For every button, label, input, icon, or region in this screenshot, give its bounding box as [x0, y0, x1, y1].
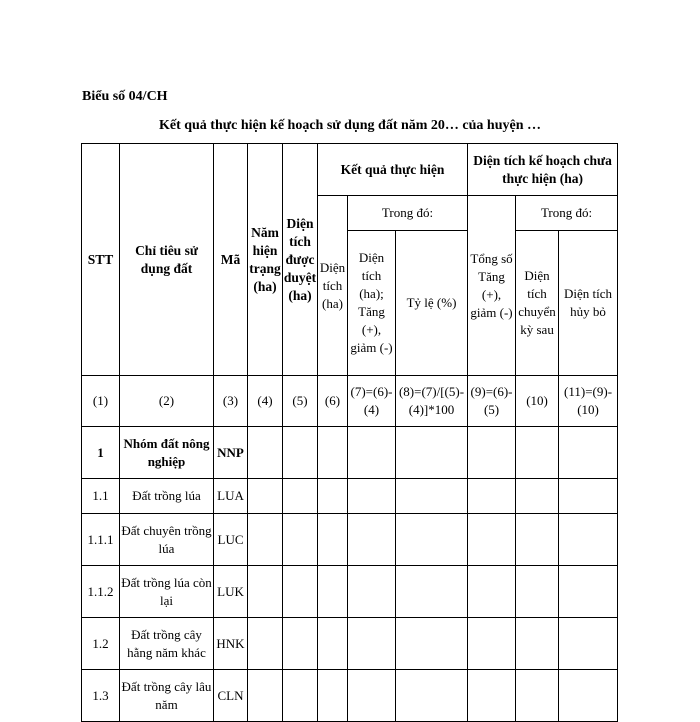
cell	[348, 479, 396, 514]
header-ty-le: Tỷ lệ (%)	[396, 231, 468, 376]
table-row	[82, 670, 618, 722]
cell	[248, 670, 283, 722]
cell	[318, 566, 348, 618]
cell	[283, 670, 318, 722]
row-code: HNK	[214, 618, 248, 670]
land-use-plan-table	[81, 143, 618, 722]
cell	[248, 479, 283, 514]
cell	[396, 566, 468, 618]
header-chi-tieu: Chỉ tiêu sử dụng đất	[120, 144, 214, 376]
cell	[248, 618, 283, 670]
col-num: (8)=(7)/[(5)-(4)]*100	[396, 376, 468, 427]
cell	[516, 618, 559, 670]
col-num: (1)	[82, 376, 120, 427]
col-num: (6)	[318, 376, 348, 427]
header-dien-tich: Diện tích (ha)	[318, 196, 348, 376]
cell	[348, 566, 396, 618]
col-num: (4)	[248, 376, 283, 427]
row-code: LUA	[214, 479, 248, 514]
col-num: (9)=(6)-(5)	[468, 376, 516, 427]
cell	[283, 566, 318, 618]
col-num: (7)=(6)-(4)	[348, 376, 396, 427]
cell	[468, 566, 516, 618]
cell	[348, 618, 396, 670]
row-stt: 1.1.1	[82, 514, 120, 566]
cell	[396, 427, 468, 479]
header-tong-so: Tổng số Tăng (+), giảm (-)	[468, 196, 516, 376]
cell	[468, 670, 516, 722]
table-row	[82, 566, 618, 618]
cell	[516, 427, 559, 479]
row-name: Đất chuyên trồng lúa	[120, 514, 214, 566]
row-stt: 1.3	[82, 670, 120, 722]
cell	[283, 479, 318, 514]
row-code: LUK	[214, 566, 248, 618]
cell	[248, 514, 283, 566]
row-stt: 1.2	[82, 618, 120, 670]
document-title: Kết quả thực hiện kế hoạch sử dụng đất năm 20… của huyện …	[158, 118, 542, 133]
cell	[559, 670, 618, 722]
cell	[318, 479, 348, 514]
table-row	[82, 514, 618, 566]
table-row	[82, 427, 618, 479]
row-code: CLN	[214, 670, 248, 722]
row-name: Đất trồng cây hằng năm khác	[120, 618, 214, 670]
header-dien-tich-tang-giam: Diện tích (ha); Tăng (+), giảm (-)	[348, 231, 396, 376]
cell	[318, 514, 348, 566]
column-number-row	[82, 376, 618, 427]
row-name: Đất trồng lúa	[120, 479, 214, 514]
row-name: Nhóm đất nông nghiệp	[120, 427, 214, 479]
header-chuyen-ky-sau: Diện tích chuyển kỳ sau	[516, 231, 559, 376]
row-code: NNP	[214, 427, 248, 479]
header-nam-hien-trang: Năm hiện trạng (ha)	[248, 144, 283, 376]
cell	[559, 566, 618, 618]
header-trong-do-ket-qua: Trong đó:	[348, 196, 468, 231]
row-stt: 1	[82, 427, 120, 479]
cell	[468, 618, 516, 670]
table-row	[82, 479, 618, 514]
header-chua-thuc-hien: Diện tích kế hoạch chưa thực hiện (ha)	[468, 144, 618, 196]
cell	[248, 566, 283, 618]
cell	[318, 618, 348, 670]
col-num: (10)	[516, 376, 559, 427]
form-code: Biểu số 04/CH	[82, 89, 168, 104]
cell	[248, 427, 283, 479]
cell	[348, 514, 396, 566]
row-stt: 1.1	[82, 479, 120, 514]
header-ket-qua-thuc-hien: Kết quả thực hiện	[318, 144, 468, 196]
cell	[318, 427, 348, 479]
cell	[468, 514, 516, 566]
cell	[283, 618, 318, 670]
cell	[516, 566, 559, 618]
table-row	[82, 618, 618, 670]
cell	[283, 514, 318, 566]
row-name: Đất trồng cây lâu năm	[120, 670, 214, 722]
col-num: (2)	[120, 376, 214, 427]
cell	[468, 479, 516, 514]
cell	[396, 479, 468, 514]
row-stt: 1.1.2	[82, 566, 120, 618]
cell	[559, 427, 618, 479]
cell	[559, 618, 618, 670]
cell	[348, 427, 396, 479]
cell	[318, 670, 348, 722]
header-huy-bo: Diện tích hủy bỏ	[559, 231, 618, 376]
cell	[468, 427, 516, 479]
header-dien-tich-duoc-duyet: Diện tích được duyệt (ha)	[283, 144, 318, 376]
col-num: (5)	[283, 376, 318, 427]
cell	[396, 618, 468, 670]
row-name: Đất trồng lúa còn lại	[120, 566, 214, 618]
cell	[396, 514, 468, 566]
row-code: LUC	[214, 514, 248, 566]
cell	[559, 479, 618, 514]
header-stt: STT	[82, 144, 120, 376]
header-ma: Mã	[214, 144, 248, 376]
col-num: (11)=(9)-(10)	[559, 376, 618, 427]
header-trong-do-chua-thuc-hien: Trong đó:	[516, 196, 618, 231]
cell	[283, 427, 318, 479]
cell	[516, 514, 559, 566]
cell	[516, 479, 559, 514]
cell	[559, 514, 618, 566]
col-num: (3)	[214, 376, 248, 427]
cell	[348, 670, 396, 722]
cell	[516, 670, 559, 722]
cell	[396, 670, 468, 722]
